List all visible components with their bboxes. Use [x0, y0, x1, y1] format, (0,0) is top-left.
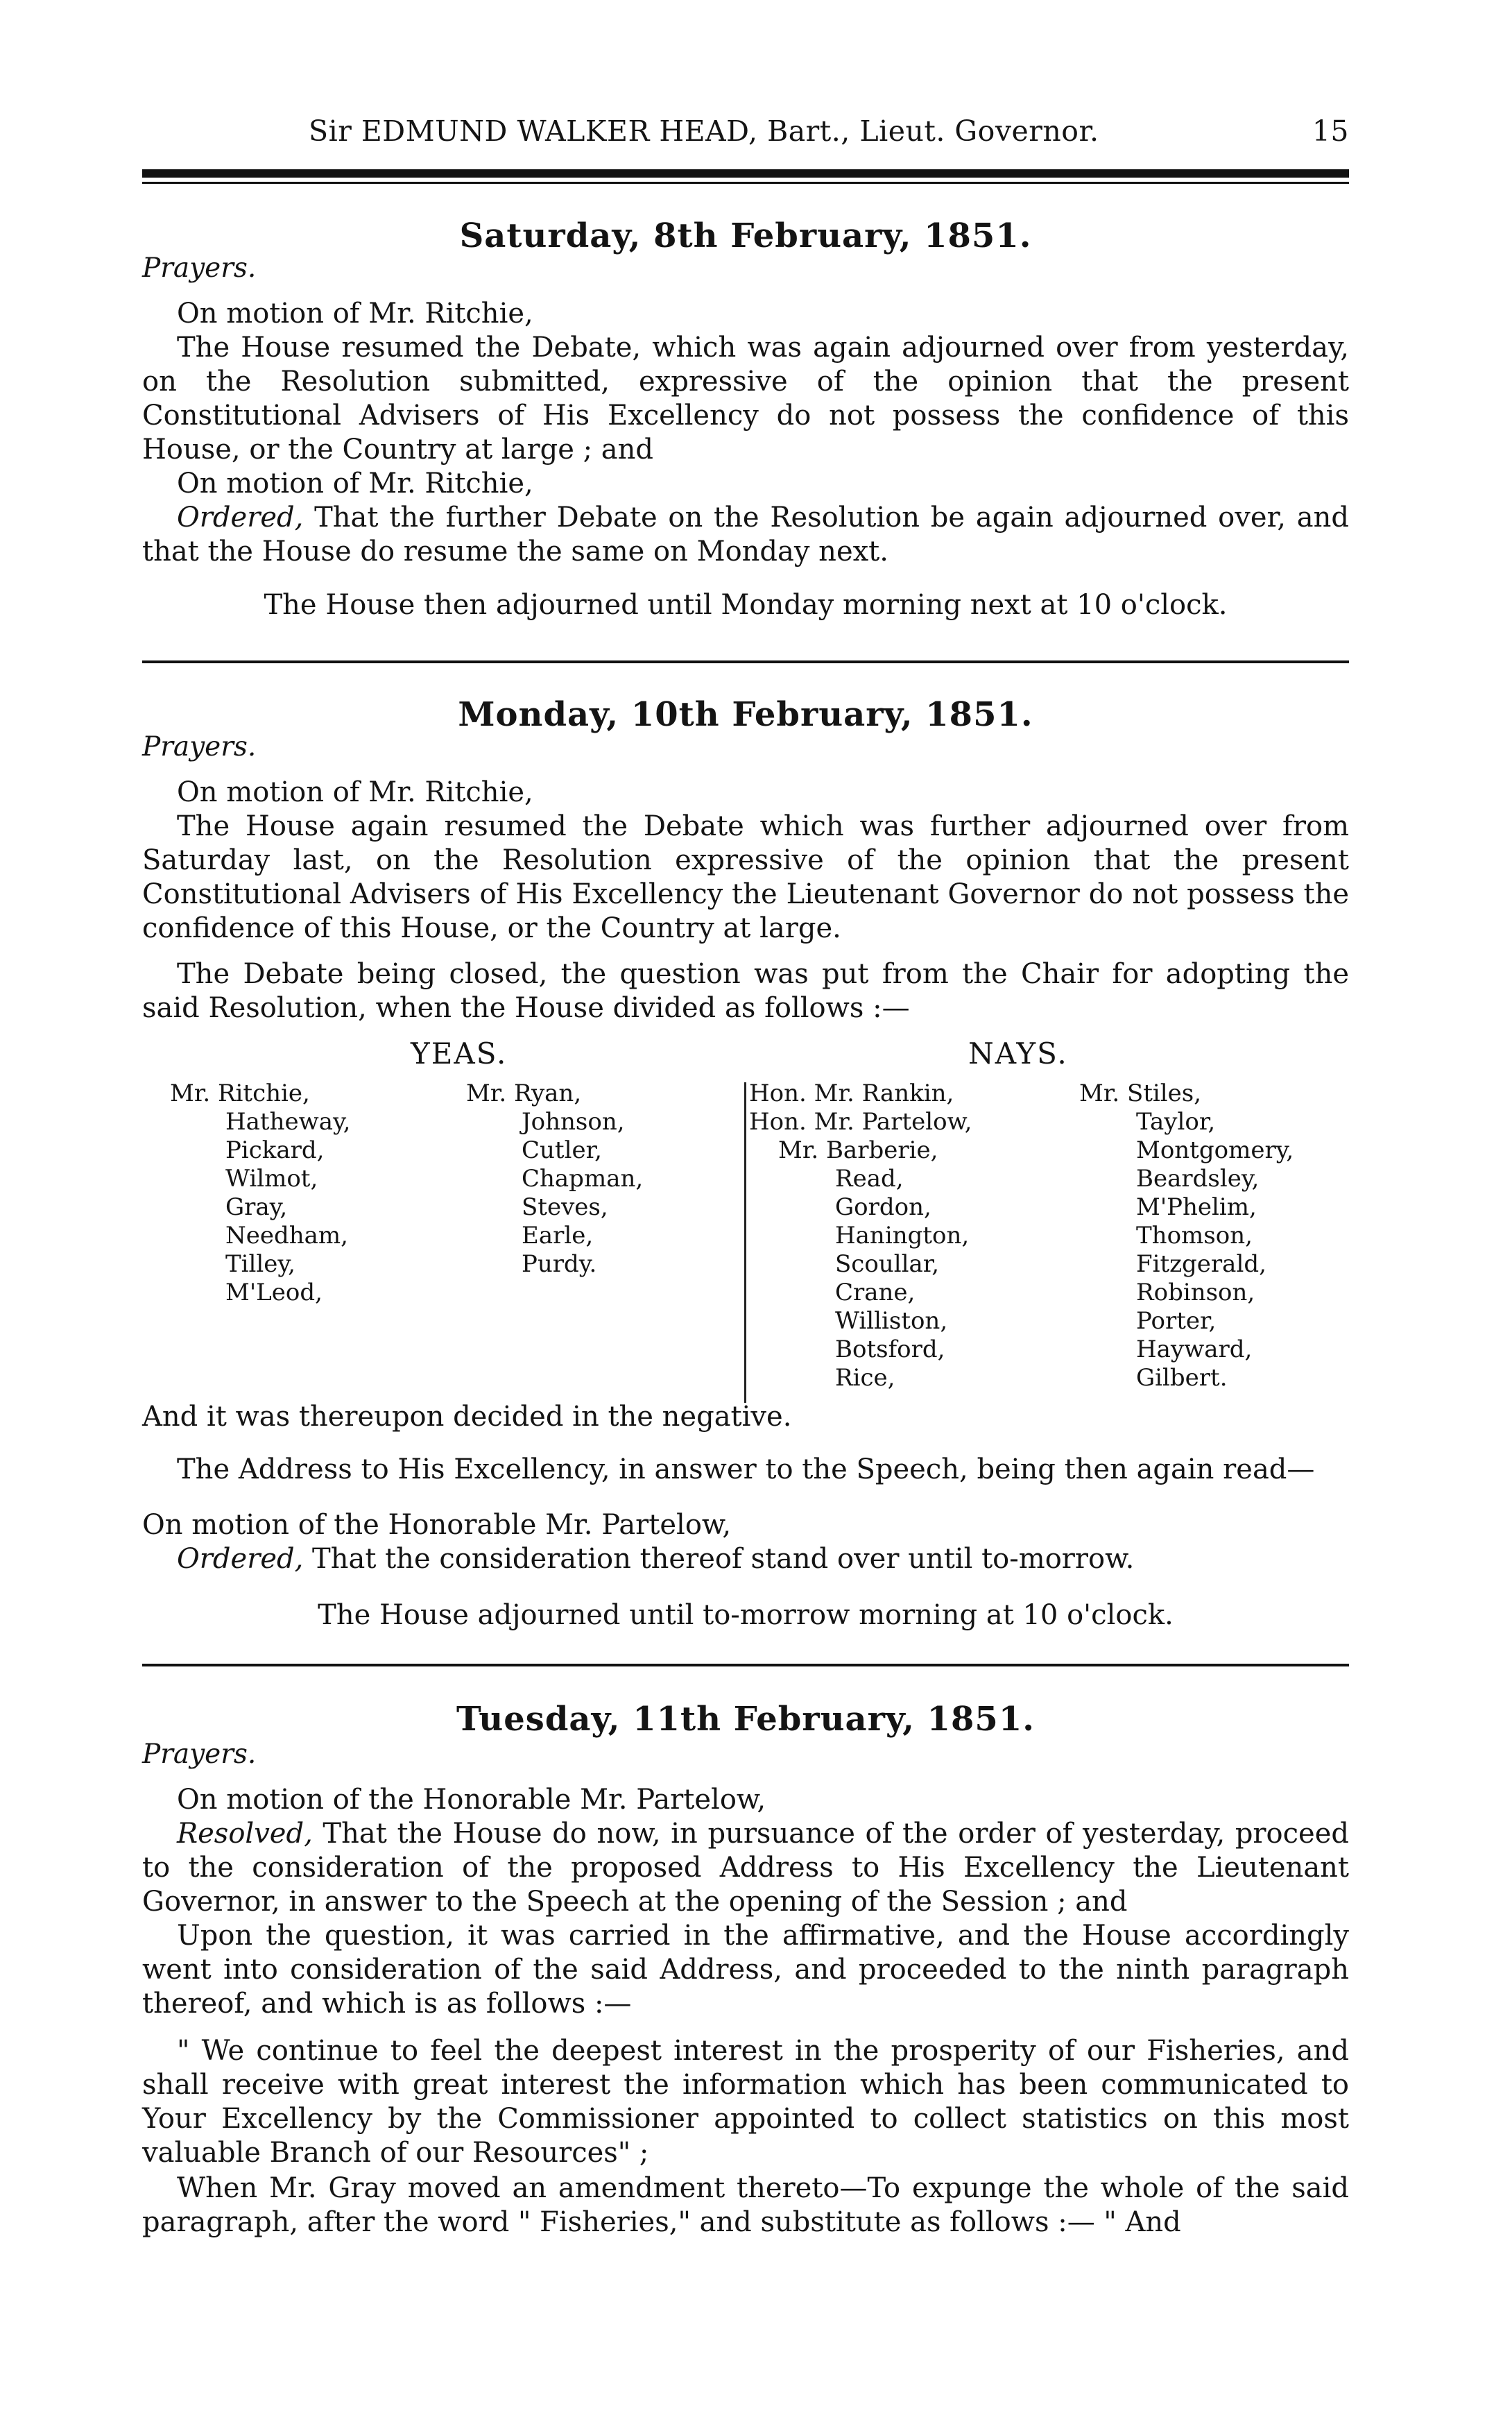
- member-name: Hanington,: [835, 1222, 970, 1250]
- paragraph: On motion of Mr. Ritchie,: [177, 298, 533, 330]
- member-name: Gray,: [225, 1193, 288, 1221]
- member-name: M'Leod,: [225, 1279, 323, 1306]
- resolved-paragraph: [142, 1817, 1349, 1919]
- member-name: Needham,: [225, 1222, 348, 1250]
- member-name: Hatheway,: [225, 1108, 351, 1136]
- member-name: Tilley,: [225, 1250, 295, 1278]
- member-name: Cutler,: [522, 1136, 602, 1164]
- paragraph: The House resumed the Debate, which was again adjourned over from yesterday, on the Resolution submitted, expressive of the opinion that the present Constitutional Advisers of His Excellency do not possess the confidence of this House, or the Country at large ; and: [142, 332, 1349, 466]
- division-divider: [744, 1082, 746, 1403]
- paragraph: When Mr. Gray moved an amendment thereto—To expunge the whole of the said paragraph, after the word " Fisheries," and substitute as follows :— " And: [142, 2172, 1349, 2238]
- day-heading-tuesday: Tuesday, 11th February, 1851.: [456, 1700, 1035, 1739]
- prayers-label: Prayers.: [142, 1739, 257, 1770]
- section-divider: [142, 660, 1349, 663]
- member-name: Steves,: [522, 1193, 608, 1221]
- member-name: Beardsley,: [1136, 1165, 1260, 1193]
- nays-column-2: [1079, 1080, 1294, 1392]
- member-name: Mr. Ryan,: [466, 1080, 582, 1107]
- paragraph: On motion of Mr. Ritchie,: [177, 468, 533, 500]
- yeas-column-1: [170, 1080, 350, 1307]
- paragraph: The Debate being closed, the question was put from the Chair for adopting the said Resolution, when the House divided as follows :—: [142, 958, 1349, 1024]
- order-text: That the consideration thereof stand over until to-morrow.: [303, 1543, 1135, 1575]
- member-name: Taylor,: [1136, 1108, 1216, 1136]
- member-name: Porter,: [1136, 1307, 1217, 1335]
- member-name: Mr. Barberie,: [778, 1136, 938, 1164]
- order-paragraph: [142, 1542, 1349, 1576]
- member-name: Botsford,: [835, 1336, 945, 1363]
- running-header: [142, 114, 1349, 148]
- member-name: Scoullar,: [835, 1250, 940, 1278]
- order-lead: Ordered,: [177, 1543, 304, 1575]
- paragraph: On motion of the Honorable Mr. Partelow,: [177, 1784, 766, 1816]
- member-name: M'Phelim,: [1136, 1193, 1257, 1221]
- header-rule-thin: [142, 182, 1349, 184]
- prayers-label: Prayers.: [142, 731, 257, 762]
- section-divider: [142, 1664, 1349, 1666]
- order-text: That the further Debate on the Resolution be again adjourned over, and that the House do resume the same on Monday next.: [142, 502, 1349, 568]
- paragraph: The House again resumed the Debate which was further adjourned over from Saturday last, on the Resolution expressive of the opinion that the present Constitutional Advisers of His Excellency the Lieutenant Governor do not possess the confidence of this House, or the Country at large.: [142, 810, 1349, 944]
- member-name: Gordon,: [835, 1193, 931, 1221]
- member-name: Montgomery,: [1136, 1136, 1294, 1164]
- nays-column-1: [749, 1080, 972, 1392]
- quoted-paragraph: " We continue to feel the deepest interest in the prosperity of our Fisheries, and shall receive with great interest the information which has been communicated to Your Excellency by the Commissioner appointed to collect statistics on this most valuable Branch of our Resources" ;: [142, 2035, 1349, 2169]
- order-lead: Ordered,: [177, 502, 304, 534]
- member-name: Robinson,: [1136, 1279, 1255, 1306]
- day-heading-monday: Monday, 10th February, 1851.: [458, 695, 1033, 734]
- member-name: Purdy.: [522, 1250, 597, 1278]
- member-name: Johnson,: [522, 1108, 625, 1136]
- adjournment-notice: The House then adjourned until Monday morning next at 10 o'clock.: [264, 589, 1228, 621]
- member-name: Mr. Ritchie,: [170, 1080, 310, 1107]
- member-name: Earle,: [522, 1222, 594, 1250]
- member-name: Mr. Stiles,: [1079, 1080, 1202, 1107]
- member-name: Fitzgerald,: [1136, 1250, 1266, 1278]
- yeas-column-2: [466, 1080, 643, 1279]
- member-name: Thomson,: [1136, 1222, 1253, 1250]
- adjournment-notice: The House adjourned until to-morrow morning at 10 o'clock.: [318, 1599, 1174, 1631]
- paragraph: On motion of Mr. Ritchie,: [177, 776, 533, 808]
- member-name: Wilmot,: [225, 1165, 318, 1193]
- member-name: Hayward,: [1136, 1336, 1253, 1363]
- resolved-lead: Resolved,: [177, 1818, 313, 1850]
- page-number: 15: [1312, 114, 1349, 148]
- member-name: Williston,: [835, 1307, 948, 1335]
- prayers-label: Prayers.: [142, 253, 257, 284]
- paragraph: Upon the question, it was carried in the affirmative, and the House accordingly went into consideration of the said Address, and proceeded to the ninth paragraph thereof, and which is as follows :—: [142, 1920, 1349, 2020]
- running-header-title: Sir EDMUND WALKER HEAD, Bart., Lieut. Governor.: [309, 114, 1099, 148]
- member-name: Hon. Mr. Partelow,: [749, 1108, 972, 1136]
- day-heading-saturday: Saturday, 8th February, 1851.: [459, 216, 1032, 255]
- member-name: Pickard,: [225, 1136, 325, 1164]
- member-name: Read,: [835, 1165, 904, 1193]
- member-name: Crane,: [835, 1279, 916, 1306]
- yeas-label: YEAS.: [411, 1037, 508, 1071]
- member-name: Gilbert.: [1136, 1364, 1228, 1392]
- paragraph: On motion of the Honorable Mr. Partelow,: [142, 1509, 732, 1541]
- member-name: Hon. Mr. Rankin,: [749, 1080, 954, 1107]
- member-name: Rice,: [835, 1364, 895, 1392]
- paragraph: The Address to His Excellency, in answer to the Speech, being then again read—: [177, 1453, 1315, 1485]
- resolved-text: That the House do now, in pursuance of the order of yesterday, proceed to the consideration of the proposed Address to His Excellency the Lieutenant Governor, in answer to the Speech at the opening of the Session ; and: [142, 1818, 1349, 1918]
- division-result: And it was thereupon decided in the negative.: [142, 1401, 792, 1433]
- order-paragraph: [142, 501, 1349, 569]
- member-name: Chapman,: [522, 1165, 644, 1193]
- header-rule-thick: [142, 169, 1349, 178]
- nays-label: NAYS.: [968, 1037, 1068, 1071]
